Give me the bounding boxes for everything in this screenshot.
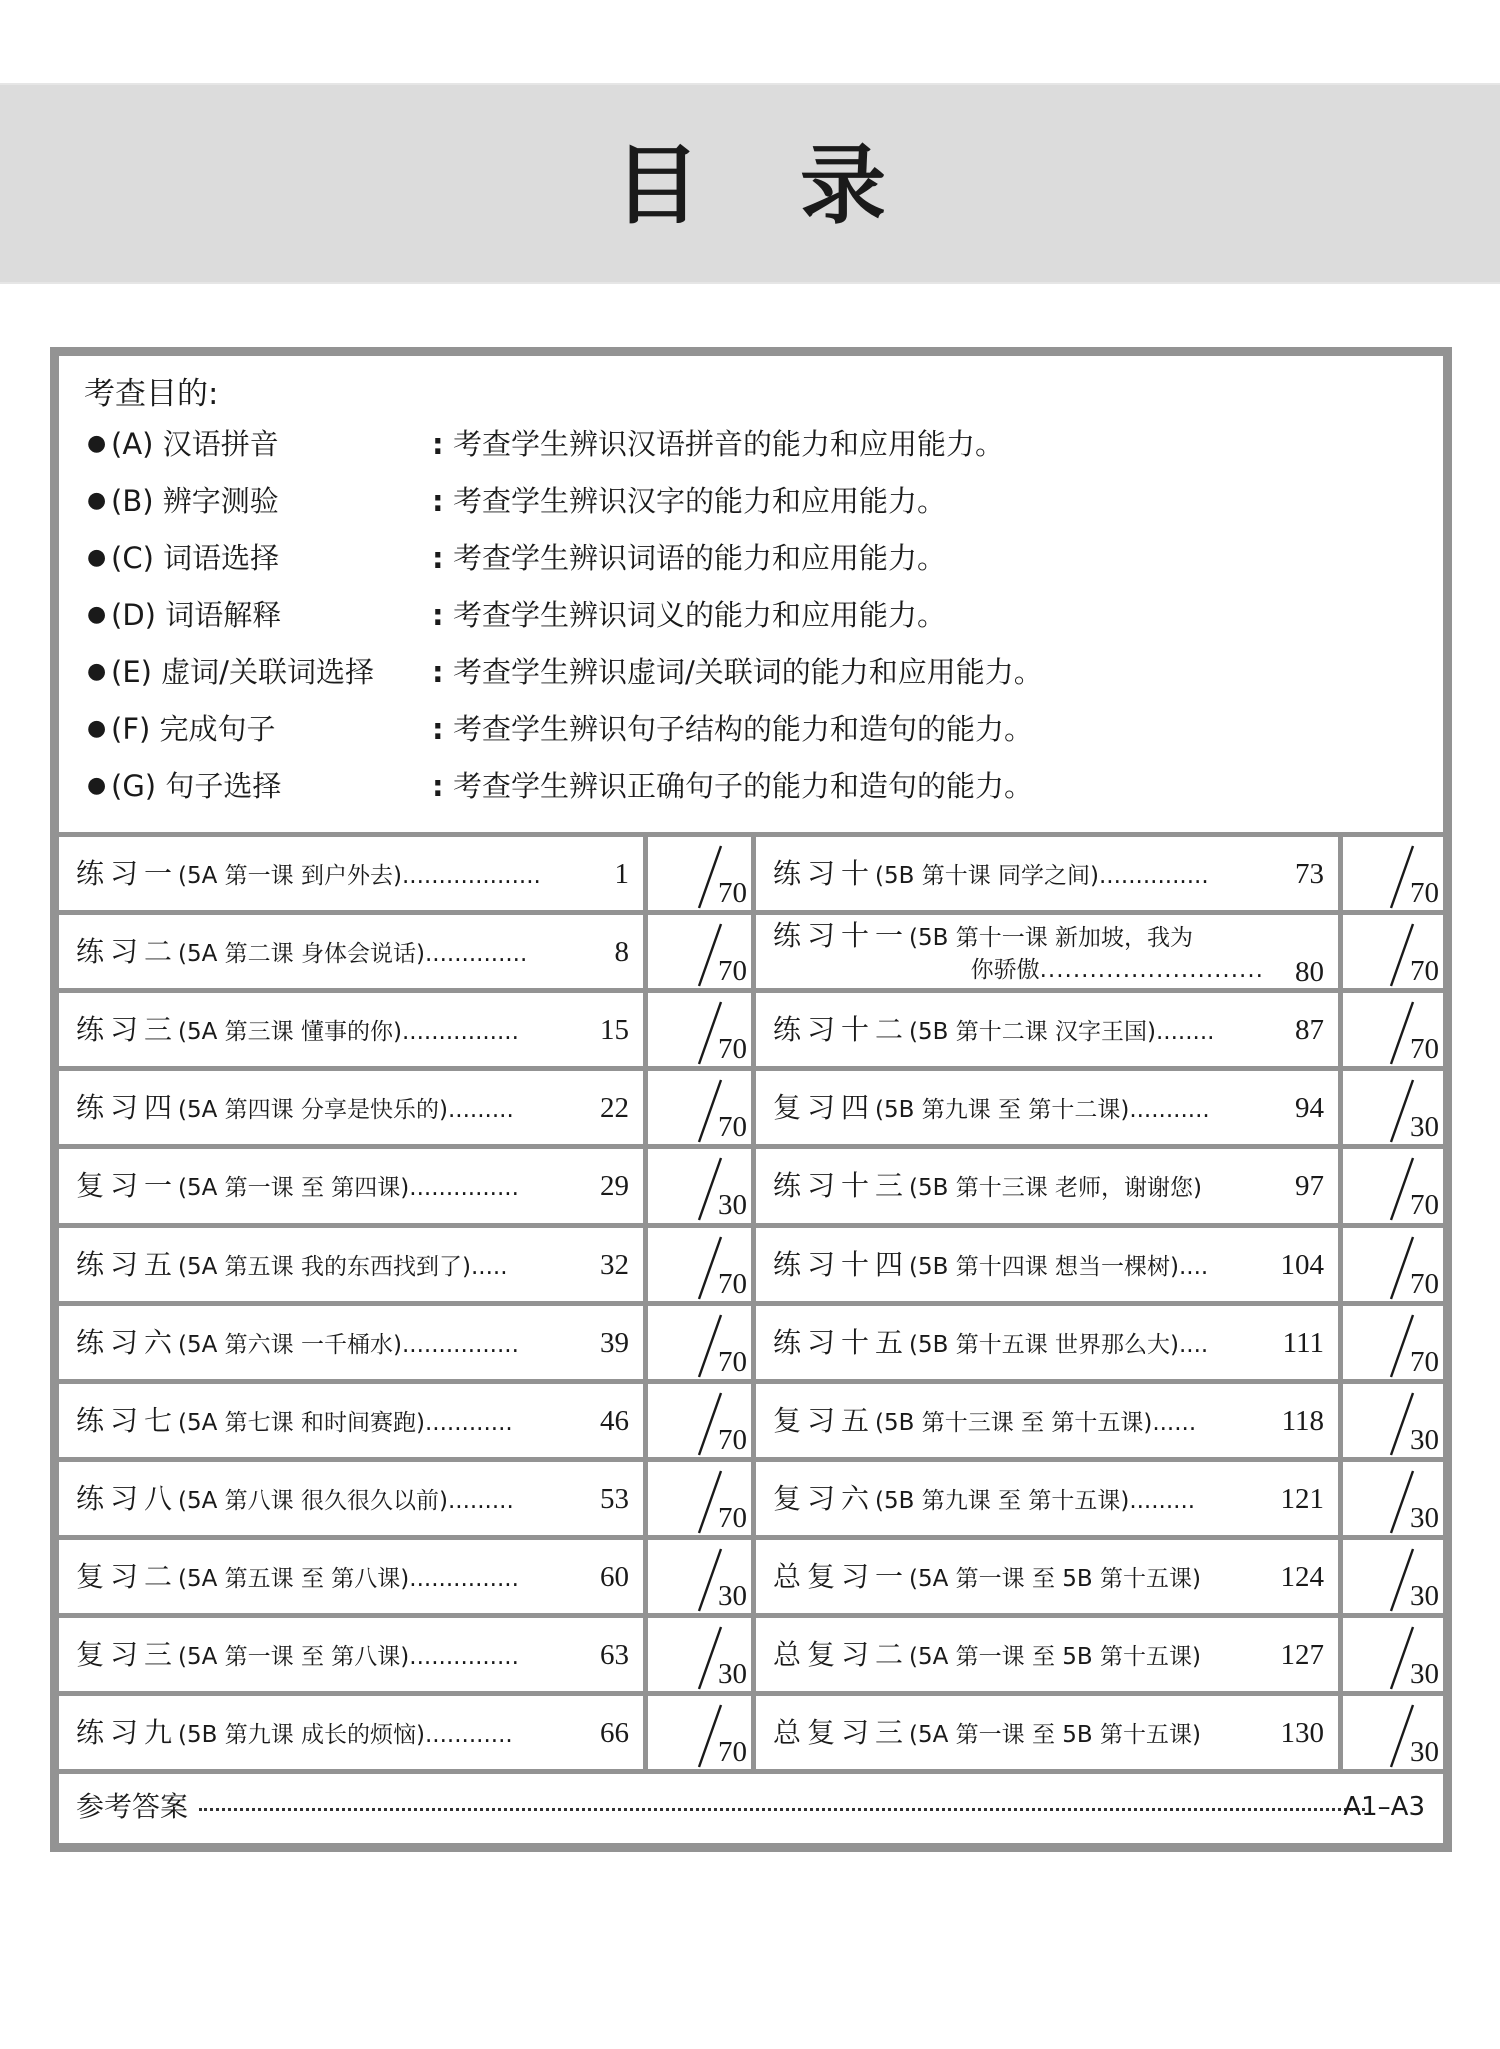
score-max: 70: [718, 1345, 747, 1378]
toc-entry[interactable]: [756, 915, 1338, 988]
score-cell[interactable]: [1343, 1228, 1443, 1301]
dot-leader: ..............: [424, 941, 528, 968]
score-max: 70: [718, 877, 747, 909]
score-max: 30: [1410, 1423, 1439, 1456]
score-max: 70: [718, 1423, 747, 1456]
score-cell[interactable]: [1343, 1071, 1443, 1144]
dot-leader: ...............: [409, 1565, 519, 1592]
toc-entry[interactable]: [756, 837, 1338, 910]
bullet-icon: ●: [87, 716, 107, 741]
toc-entry-text: [773, 915, 1324, 988]
dot-leader: ......: [1152, 1409, 1197, 1436]
lesson-info: (5A 第一课 至 5B 第十五课): [909, 1565, 1201, 1592]
score-cell[interactable]: [648, 1306, 751, 1379]
page-title: 目录: [614, 136, 986, 236]
lesson-info: (5B 第十三课 老师，谢谢您): [909, 1175, 1202, 1202]
lesson-info: (5A 第五课 我的东西找到了): [178, 1253, 471, 1280]
toc-entry-title: [76, 1716, 513, 1752]
exercise-name: 练习十一: [773, 919, 910, 953]
toc-entry-text: [773, 1540, 1324, 1613]
toc-entry-title: [76, 1404, 513, 1440]
score-max: 30: [1410, 1658, 1439, 1690]
objective-label: (G) 句子选择: [111, 769, 282, 803]
score-cell[interactable]: [1343, 1462, 1443, 1535]
dot-leader: ................: [401, 1331, 519, 1358]
toc-entry-title: [773, 1482, 1195, 1518]
dot-leader: ...........................: [1039, 957, 1264, 984]
objective-colon: :: [432, 427, 444, 461]
page-number: 87: [1295, 1014, 1324, 1047]
lesson-info: (5A 第一课 到户外去): [178, 863, 402, 889]
toc-entry[interactable]: [59, 1228, 643, 1301]
lesson-info: (5A 第三课 懂事的你): [178, 1019, 402, 1046]
score-max: 30: [1410, 1579, 1439, 1612]
dot-leader: ............: [425, 1722, 513, 1749]
score-max: 30: [1410, 1736, 1439, 1769]
lesson-info: (5B 第十课 同学之间): [875, 863, 1099, 889]
score-max: 30: [1410, 1111, 1439, 1144]
exercise-name: 练习十四: [773, 1247, 910, 1281]
toc-entry[interactable]: [756, 1071, 1338, 1144]
toc-entry[interactable]: [59, 1149, 643, 1222]
score-cell[interactable]: [1343, 993, 1443, 1066]
lesson-info: (5A 第一课 至 5B 第十五课): [909, 1644, 1201, 1670]
toc-entry-title: [76, 1248, 508, 1284]
bullet-icon: ●: [87, 659, 107, 684]
score-cell[interactable]: [648, 1228, 751, 1301]
score-max: 30: [718, 1579, 747, 1612]
toc-entry-text: [76, 1462, 629, 1535]
lesson-info: (5B 第十二课 汉字王国): [909, 1019, 1156, 1046]
lesson-info: (5B 第十五课 世界那么大): [909, 1331, 1179, 1358]
dot-leader: .........: [1129, 1487, 1196, 1514]
answer-key-pages: A1–A3: [1343, 1792, 1425, 1822]
lesson-info: (5A 第四课 分享是快乐的): [178, 1097, 448, 1124]
exercise-name: 总复习一: [773, 1559, 910, 1593]
toc-entry-text: [76, 1149, 629, 1222]
toc-entry[interactable]: [756, 1696, 1338, 1769]
lesson-info: (5B 第十三课 至 第十五课): [875, 1409, 1153, 1436]
objective-label: (A) 汉语拼音: [111, 427, 279, 461]
page-number: 118: [1281, 1404, 1324, 1437]
toc-entry[interactable]: [59, 915, 643, 988]
page-number: 29: [600, 1170, 629, 1203]
exercise-name: 练习十: [773, 857, 876, 890]
lesson-info: (5B 第九课 成长的烦恼): [178, 1722, 425, 1749]
toc-entry-title: [773, 1248, 1208, 1284]
exercise-name: 练习八: [76, 1481, 179, 1515]
exercise-name: 复习一: [76, 1169, 179, 1203]
dot-leader: ............: [424, 1409, 513, 1436]
toc-entry[interactable]: [59, 993, 643, 1066]
score-cell[interactable]: [648, 1618, 751, 1691]
toc-entry-title-cont: 你骄傲...........................: [970, 957, 1264, 984]
toc-entry-title: [76, 1169, 519, 1205]
toc-entry[interactable]: [756, 1540, 1338, 1613]
score-cell[interactable]: [648, 1462, 751, 1535]
exercise-name: 练习十五: [773, 1325, 910, 1359]
toc-entry[interactable]: [756, 993, 1338, 1066]
toc-entry[interactable]: [59, 1306, 643, 1379]
page-number: 39: [600, 1326, 629, 1359]
toc-entry-title: [76, 1013, 519, 1049]
page-number: 73: [1295, 858, 1324, 890]
exercise-name: 练习二: [76, 935, 179, 969]
toc-entry-text: [773, 1696, 1324, 1769]
objective-colon: :: [432, 712, 444, 746]
score-max: 30: [718, 1189, 747, 1222]
bullet-icon: ●: [87, 602, 107, 627]
score-cell[interactable]: [648, 1071, 751, 1144]
dot-leader: .........: [447, 1097, 514, 1124]
page-number: 15: [600, 1014, 629, 1047]
objective-label: (F) 完成句子: [111, 712, 276, 746]
score-max: 70: [718, 955, 747, 988]
toc-entry-text: [773, 1306, 1324, 1379]
objective-label: (C) 词语选择: [111, 541, 280, 575]
exercise-name: 复习三: [76, 1638, 179, 1671]
score-max: 70: [718, 1267, 747, 1300]
toc-entry-text: [773, 1071, 1324, 1144]
toc-entry[interactable]: [756, 1306, 1338, 1379]
toc-entry-text: [773, 1149, 1324, 1222]
answer-key-row[interactable]: [59, 1770, 1443, 1843]
score-cell[interactable]: [1343, 915, 1443, 988]
score-max: 70: [1410, 1033, 1439, 1066]
score-max: 30: [1410, 1501, 1439, 1534]
score-max: 70: [1410, 1345, 1439, 1378]
dot-leader: [199, 1808, 1365, 1811]
page-number: 22: [600, 1092, 629, 1125]
toc-entry[interactable]: [59, 1462, 643, 1535]
lesson-info: (5A 第二课 身体会说话): [178, 941, 425, 968]
bullet-icon: ●: [87, 545, 107, 570]
dot-leader: ........: [1156, 1019, 1215, 1046]
contents-box: [50, 347, 1452, 1852]
objective-label: (D) 词语解释: [111, 598, 282, 632]
dot-leader: .........: [447, 1487, 514, 1514]
toc-entry-title: [76, 1560, 519, 1596]
exercise-name: 练习七: [76, 1403, 179, 1437]
objective-description: 考查学生辨识虚词/关联词的能力和应用能力。: [453, 655, 1043, 689]
toc-entry-text: [76, 915, 629, 988]
exercise-name: 复习六: [773, 1481, 876, 1515]
toc-entry-title: [773, 1638, 1201, 1674]
exercise-name: 练习九: [76, 1716, 179, 1750]
toc-entry-text: [76, 1618, 629, 1691]
exercise-name: 总复习三: [773, 1716, 910, 1750]
toc-entry-title: [773, 1560, 1201, 1596]
page-number: 124: [1280, 1560, 1324, 1593]
page-number: 63: [600, 1639, 629, 1671]
toc-entry-title: [76, 1638, 519, 1674]
lesson-info: (5A 第五课 至 第八课): [178, 1565, 410, 1592]
lesson-info: (5A 第一课 至 5B 第十五课): [909, 1722, 1201, 1749]
toc-entry[interactable]: [756, 1149, 1338, 1222]
toc-entry[interactable]: [756, 1384, 1338, 1457]
exercise-name: 练习六: [76, 1325, 179, 1359]
score-cell[interactable]: [1343, 1149, 1443, 1222]
score-cell[interactable]: [1343, 1618, 1443, 1691]
page-number: 94: [1295, 1092, 1324, 1125]
exercise-name: 练习五: [76, 1247, 179, 1281]
toc-entry[interactable]: [59, 837, 643, 910]
toc-entry-title: [76, 935, 527, 971]
score-cell[interactable]: [1343, 1306, 1443, 1379]
lesson-info: (5B 第九课 至 第十五课): [875, 1487, 1130, 1514]
toc-entry-text: [773, 1462, 1324, 1535]
toc-entry[interactable]: [59, 1696, 643, 1769]
lesson-info: (5A 第六课 一千桶水): [178, 1331, 402, 1358]
page-number: 53: [600, 1482, 629, 1515]
exercise-name: 复习二: [76, 1559, 179, 1593]
toc-entry-title: [773, 1326, 1208, 1362]
score-max: 70: [1410, 877, 1439, 909]
score-max: 70: [718, 1736, 747, 1769]
toc-entry[interactable]: [59, 1071, 643, 1144]
exercise-name: 复习五: [773, 1403, 876, 1437]
bullet-icon: ●: [87, 431, 107, 456]
toc-entry-title: [773, 1716, 1201, 1752]
toc-entry-text: [773, 1228, 1324, 1301]
toc-entry-text: [76, 1306, 629, 1379]
lesson-info: (5A 第一课 至 第四课): [178, 1175, 410, 1202]
page-number: 1: [614, 858, 629, 890]
toc-entry-title: [76, 1091, 514, 1127]
toc-entry-text: [76, 1540, 629, 1613]
dot-leader: ...............: [409, 1175, 519, 1202]
toc-entry-text: [773, 1384, 1324, 1457]
answer-key-label: 参考答案: [76, 1790, 189, 1823]
exercise-name: 练习四: [76, 1091, 179, 1125]
dot-leader: ....: [1179, 1253, 1209, 1280]
dot-leader: ...............: [1099, 863, 1209, 889]
page-number: 121: [1280, 1482, 1324, 1515]
score-cell[interactable]: [648, 1149, 751, 1222]
toc-entry-title: [773, 857, 1209, 893]
toc-entry-text: [76, 993, 629, 1066]
toc-entry-title: [773, 1013, 1215, 1049]
toc-entry-title: [773, 1404, 1196, 1440]
objective-description: 考查学生辨识汉字的能力和应用能力。: [453, 484, 947, 518]
dot-leader: ...................: [401, 863, 541, 889]
score-cell[interactable]: [648, 915, 751, 988]
score-max: 70: [1410, 1189, 1439, 1222]
exercise-name: 复习四: [773, 1091, 876, 1125]
score-cell[interactable]: [1343, 1384, 1443, 1457]
page-number: 66: [600, 1717, 629, 1750]
objective-label: (E) 虚词/关联词选择: [111, 655, 374, 689]
score-max: 70: [718, 1111, 747, 1144]
toc-entry-text: [76, 1384, 629, 1457]
score-cell[interactable]: [648, 1384, 751, 1457]
toc-entry[interactable]: [59, 1540, 643, 1613]
page-number: 130: [1280, 1717, 1324, 1750]
toc-entry-text: [76, 1071, 629, 1144]
page-number: 32: [600, 1248, 629, 1281]
score-cell[interactable]: [648, 837, 751, 910]
objective-colon: :: [432, 598, 444, 632]
toc-entry[interactable]: [59, 1618, 643, 1691]
objective-description: 考查学生辨识汉语拼音的能力和应用能力。: [453, 427, 1005, 461]
objective-description: 考查学生辨识词语的能力和应用能力。: [453, 541, 947, 575]
toc-entry[interactable]: [756, 1462, 1338, 1535]
dot-leader: ...............: [409, 1644, 519, 1670]
exercise-name: 练习十二: [773, 1013, 910, 1047]
score-cell[interactable]: [648, 1540, 751, 1613]
score-max: 70: [718, 1033, 747, 1066]
lesson-info: (5B 第十一课 新加坡，我为: [909, 925, 1194, 952]
toc-entry[interactable]: [59, 1384, 643, 1457]
toc-entry-text: [76, 837, 629, 910]
lesson-info: (5B 第十四课 想当一棵树): [909, 1253, 1179, 1280]
dot-leader: .....: [470, 1253, 508, 1280]
page-number: 97: [1295, 1170, 1324, 1203]
dot-leader: ....: [1179, 1331, 1209, 1358]
objective-description: 考查学生辨识句子结构的能力和造句的能力。: [453, 712, 1034, 746]
lesson-info: (5A 第一课 至 第八课): [178, 1644, 410, 1670]
score-max: 30: [718, 1658, 747, 1690]
objective-colon: :: [432, 769, 444, 803]
toc-entry-text: [76, 1696, 629, 1769]
bullet-icon: ●: [87, 773, 107, 798]
exercise-name: 练习一: [76, 857, 179, 890]
lesson-info: (5A 第七课 和时间赛跑): [178, 1409, 425, 1436]
exercise-name: 总复习二: [773, 1638, 910, 1671]
toc-entry-text: [773, 1618, 1324, 1691]
score-cell[interactable]: [1343, 837, 1443, 910]
score-cell[interactable]: [648, 993, 751, 1066]
toc-entry-title: [773, 1091, 1210, 1127]
toc-entry-title: [773, 1169, 1202, 1205]
score-cell[interactable]: [1343, 1696, 1443, 1769]
objectives-heading: 考查目的:: [84, 376, 219, 412]
toc-entry-text: [76, 1228, 629, 1301]
bullet-icon: ●: [87, 488, 107, 513]
score-max: 70: [1410, 1267, 1439, 1300]
toc-entry-text: [773, 993, 1324, 1066]
objective-colon: :: [432, 655, 444, 689]
objective-colon: :: [432, 484, 444, 518]
page-number: 111: [1282, 1326, 1324, 1359]
page-number: 46: [600, 1404, 629, 1437]
page-number: 127: [1280, 1639, 1324, 1671]
dot-leader: ...........: [1129, 1097, 1210, 1124]
toc-entry[interactable]: [756, 1618, 1338, 1691]
toc-entry-title: [773, 919, 1193, 955]
objective-description: 考查学生辨识正确句子的能力和造句的能力。: [453, 769, 1034, 803]
objective-colon: :: [432, 541, 444, 575]
lesson-info: (5A 第八课 很久很久以前): [178, 1487, 448, 1514]
score-max: 70: [718, 1501, 747, 1534]
objective-description: 考查学生辨识词义的能力和应用能力。: [453, 598, 947, 632]
page-number: 8: [614, 936, 629, 969]
page-number: 60: [600, 1560, 629, 1593]
objective-label: (B) 辨字测验: [111, 484, 279, 518]
dot-leader: ................: [401, 1019, 519, 1046]
page-number: 80: [1295, 956, 1324, 989]
exercise-name: 练习十三: [773, 1169, 910, 1203]
lesson-info: (5B 第九课 至 第十二课): [875, 1097, 1130, 1124]
score-cell[interactable]: [648, 1696, 751, 1769]
score-cell[interactable]: [1343, 1540, 1443, 1613]
toc-entry[interactable]: [756, 1228, 1338, 1301]
toc-entry-text: [773, 837, 1324, 910]
toc-entry-title: [76, 1482, 514, 1518]
toc-entry-title: [76, 857, 541, 893]
score-max: 70: [1410, 955, 1439, 988]
toc-entry-title: [76, 1326, 519, 1362]
exercise-name: 练习三: [76, 1013, 179, 1047]
page-number: 104: [1280, 1248, 1324, 1281]
